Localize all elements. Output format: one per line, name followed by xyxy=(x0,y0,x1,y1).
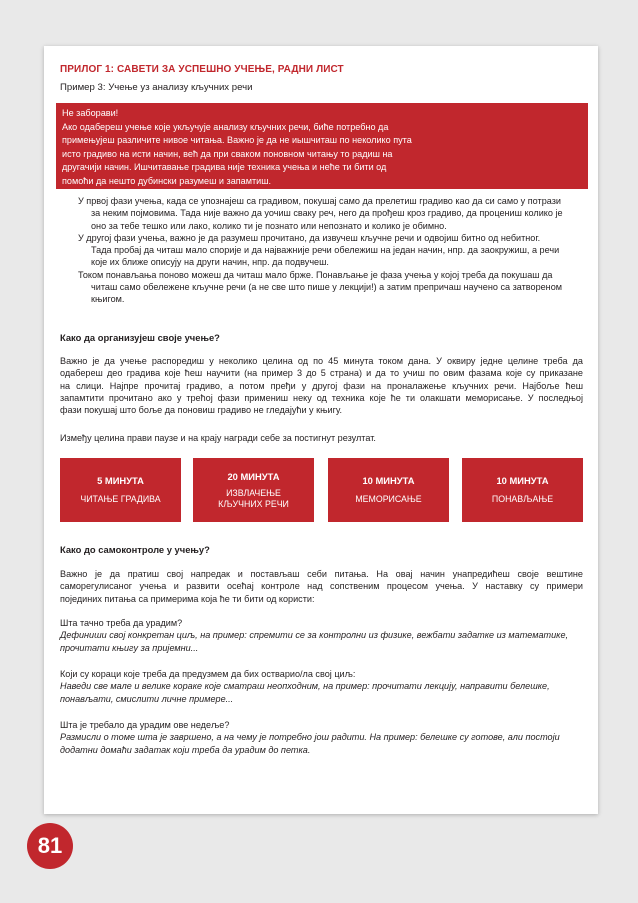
text-line: фази покушај што боље да поновиш градиво не гледајући у књигу. xyxy=(60,405,343,416)
step-duration: 10 МИНУТА xyxy=(496,475,549,486)
text-line: одабереш део градива које ћеш научити (на пример 3 до 5 страна) и да то учиш по овим фазама које су приказане xyxy=(60,368,583,379)
reminder-line: Не заборави! xyxy=(62,108,119,118)
page-sheet xyxy=(44,46,598,814)
step-reading xyxy=(60,458,181,522)
page-number-badge: 81 xyxy=(27,823,73,869)
step-label: МЕМОРИСАЊЕ xyxy=(355,494,422,504)
step-duration: 5 МИНУТА xyxy=(97,475,144,486)
text-line: Током понављања поново можеш да читаш мало брже. Понављање је фаза учења у којој треба да покушаш да xyxy=(78,269,553,280)
reminder-box xyxy=(56,103,588,189)
step-label: ЧИТАЊЕ ГРАДИВА xyxy=(80,494,161,504)
text-line: запамтити прочитано ако у трећој фази примениш неку од техника које ће ти олакшати меморисање. У последњој xyxy=(60,392,583,403)
page-title: ПРИЛОГ 1: САВЕТИ ЗА УСПЕШНО УЧЕЊЕ, РАДНИ ЛИСТ xyxy=(60,64,344,75)
text-line: У другој фази учења, важно је да разумеш прочитано, да извучеш кључне речи и одвојиш битно од небитног. xyxy=(78,232,541,243)
text-line: Важно је да пратиш свој напредак и постављаш себи питања. На овај начин унапредићеш своје вештине xyxy=(60,569,583,579)
step-keywords xyxy=(193,458,314,522)
answer-text: Наведи све мале и велике кораке које сматраш неопходним, на пример: прочитати лекцију, направити белешке, xyxy=(60,681,550,692)
text-line: књигом. xyxy=(91,294,125,305)
text-line: У првој фази учења, када се упознајеш са градивом, покушај само да прелетиш градиво као да си само у потрази xyxy=(78,196,561,206)
text-line: оно за тебе тешко или лако, колико ти је познато или непознато и колико је обимно. xyxy=(91,220,447,231)
text-line: на слици. Најпре прочитај градиво, а потом пређи у другој фази на проналажење кључних речи. Најбоље ћеш xyxy=(60,380,583,391)
text-line: Важно је да учење распоредиш у неколико целина од по 45 минута током дана. У оквиру једне целине треба да xyxy=(60,356,583,366)
page-subtitle: Пример 3: Учење уз анализу кључних речи xyxy=(60,82,253,93)
question-text: Који су кораци које треба да предузмем да бих остварио/ла свој циљ: xyxy=(60,669,356,679)
answer-text: понављати, смислити личне примере... xyxy=(60,693,234,704)
text-line: које их ближе описују на други начин, нпр. да подвучеш. xyxy=(91,257,329,268)
organize-heading: Како да организујеш своје учење? xyxy=(60,332,220,343)
question-3 xyxy=(60,719,583,756)
reminder-line: Ако одабереш учење које укључује анализу кључних речи, биће потребно да xyxy=(62,121,389,132)
text-line: за неким појмовима. Тада није важно да уочиш сваку реч, него да прођеш кроз градиво, да процениш колико је xyxy=(91,208,563,219)
step-memorizing xyxy=(328,458,449,522)
reminder-line: другачији начин. Ишчитавање градива није техника учења и неће ти бити од xyxy=(62,162,387,173)
answer-text: додатни домаћи задатак који треба да урадим до петка. xyxy=(60,744,311,755)
text-line: Тада пробај да читаш мало спорије и да најважније речи обележиш на један начин, нпр. да заокружиш, а речи xyxy=(91,245,560,256)
selfcontrol-heading: Како до самоконтроле у учењу? xyxy=(60,544,210,555)
answer-text: Размисли о томе шта је завршено, а на чему је потребно још радити. На пример: белешке су готове, али постоји xyxy=(60,732,560,743)
reminder-line: помоћи да нешто дубински разумеш и запамтиш. xyxy=(62,175,272,186)
selfcontrol-paragraph xyxy=(60,568,583,605)
step-label: ИЗВЛАЧЕЊЕ КЉУЧНИХ РЕЧИ xyxy=(218,487,289,509)
reminder-line: примењујеш различите нивое читања. Важно је да не иышчиташ по неколико пута xyxy=(62,135,412,146)
text-line: читаш само обележене кључне речи (а не све што пише у лекцији!) а затим препричаш научено са затвореном xyxy=(91,282,563,293)
question-text: Шта је требало да урадим ове недеље? xyxy=(60,720,230,730)
step-label: ПОНАВЉАЊЕ xyxy=(491,494,554,504)
question-text: Шта тачно треба да урадим? xyxy=(60,618,183,628)
reminder-line: исто градиво на исти начин, већ да при сваком поновном читању то радиш на xyxy=(62,148,393,159)
text-line: саморегулисаног учења и развити осећај контроле над сопственим процесом учења. У наставку су примери xyxy=(60,581,583,592)
step-repeating xyxy=(462,458,583,522)
organize-note: Између целина прави паузе и на крају награди себе за постигнут резултат. xyxy=(60,433,376,443)
organize-paragraph xyxy=(60,355,583,416)
question-2 xyxy=(60,668,583,705)
answer-text: прочитати књигу за пријемни... xyxy=(60,642,199,653)
step-duration: 20 МИНУТА xyxy=(227,470,280,482)
answer-text: Дефиниши свој конкретан циљ, на пример: спремити се за контролни из физике, вежбати задатке из математике, xyxy=(60,630,569,641)
step-duration: 10 МИНУТА xyxy=(362,475,415,486)
phases-description xyxy=(78,195,588,306)
question-1 xyxy=(60,617,583,654)
text-line: појединих питања са примерима која ће ти бити од користи: xyxy=(60,593,315,604)
